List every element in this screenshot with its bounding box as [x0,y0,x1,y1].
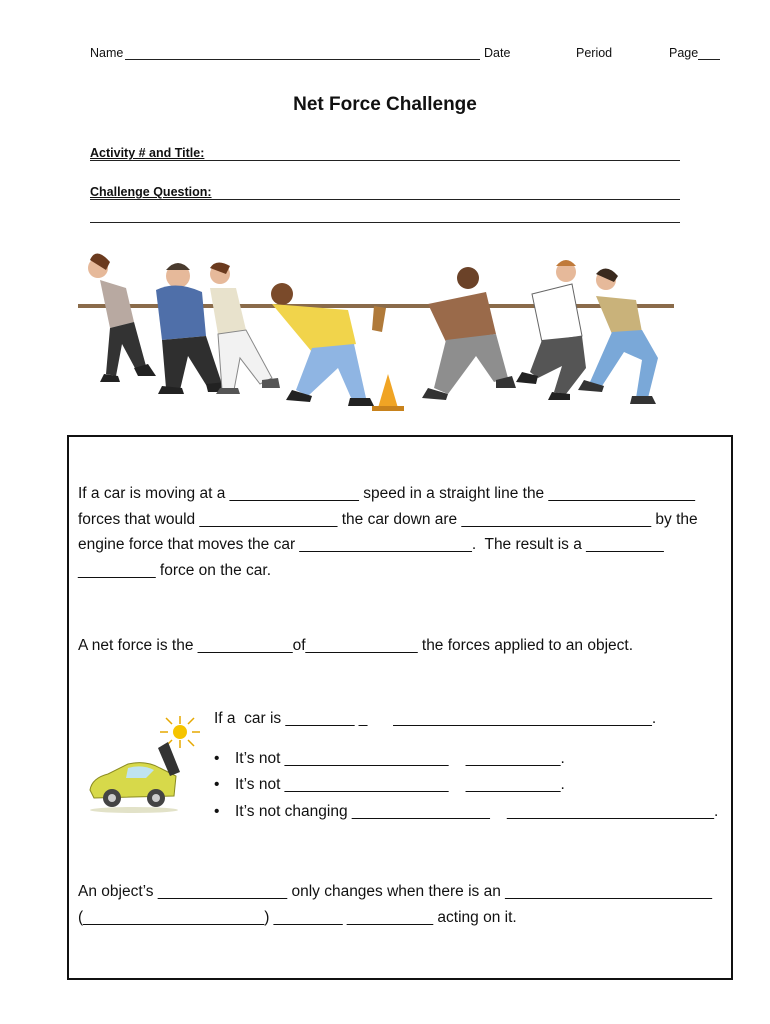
activity-field[interactable] [90,146,204,160]
bullet-text: It’s not ___________________ ___________. [235,776,565,793]
challenge-label: Challenge Question: [90,185,212,199]
paragraph-1-line: If a car is moving at a _______________ speed in a straight line the _________________ [78,485,696,502]
paragraph-1 [78,481,698,583]
paragraph-1-line: engine force that moves the car ____________________. The result is a _________ [78,536,664,553]
paragraph-4 [78,879,712,930]
paragraph-1-line: _________ force on the car. [78,561,272,579]
page-title: Net Force Challenge [293,94,477,115]
name-field[interactable] [90,46,480,60]
bullet-text: It’s not changing ________________ ________________________. [235,803,719,820]
bullet-item [214,776,565,794]
paragraph-4-line: An object’s _______________ only changes when there is an ________________________ [78,883,713,900]
name-line [125,47,480,60]
activity-label: Activity # and Title: [90,146,205,160]
bullet-item [214,750,565,768]
bullet-dot: • [214,776,220,793]
page-label: Page [669,46,699,60]
paragraph-2: A net force is the ___________of_____________ the forces applied to an object. [78,637,633,654]
bullet-dot: • [214,803,220,820]
bullet-text: It’s not ___________________ ___________. [235,750,565,767]
name-label: Name [90,46,124,60]
activity-line [90,160,680,161]
bullet-dot: • [214,750,220,767]
paragraph-3-header: If a car is ________ _ ______________________________. [214,710,657,727]
paragraph-4-line: (_____________________) ________ __________ acting on it. [78,908,517,926]
tug-of-war-illustration [76,248,676,418]
challenge-line [90,199,680,200]
date-label: Date [484,46,511,60]
page-line [698,47,720,60]
bullet-item [214,803,718,821]
period-label: Period [576,46,613,60]
car-with-sun-icon [84,716,200,816]
challenge-field[interactable] [90,185,212,199]
paragraph-1-line: forces that would ________________ the car down are ______________________ by the [78,510,698,528]
challenge-extra-line [90,222,680,223]
page-field[interactable] [669,46,720,60]
